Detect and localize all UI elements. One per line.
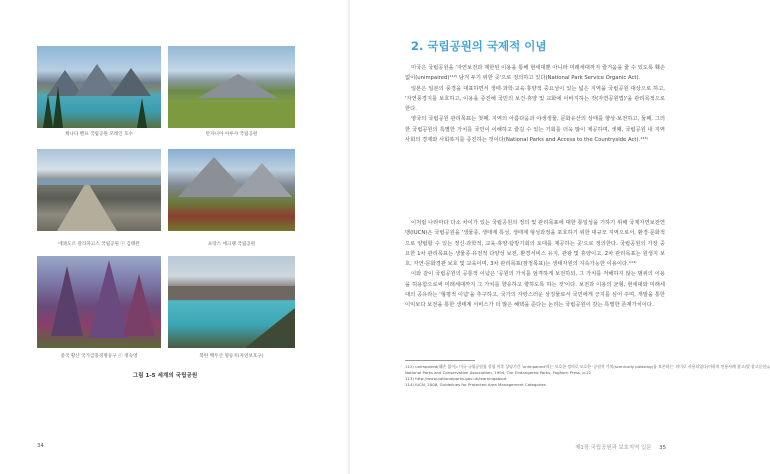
section-title: 2. 국립공원의 국제적 이념	[411, 39, 547, 53]
left-page	[0, 0, 350, 474]
chapter-label: 제1장 국립공원과 보호지역 입문	[575, 445, 652, 451]
photo-ecrins-valley	[168, 149, 295, 231]
footnote: National Parks and Conservation Association, 1994, Our Endangered Parks, Foghorn Press, p.22	[405, 370, 592, 376]
page-number-left: 34	[37, 443, 44, 449]
photo-caption: 북한 백두산 명승지(자연보호구)	[199, 354, 264, 359]
paragraph: 미국은 국립공원을 '자연보전과 제한된 이용을 통해 현세대뿐 아니라 미래세대까지 즐거움을 줄 수 있도록 훼손 없이(unimpaired)¹¹²⁾ 남겨 두기 위한 곳'으로 정의하고 있다(National Park Service Organic Act).	[405, 65, 665, 82]
paragraph: 이와 같이 국립공원의 공통적 이념은 '공원의 가치를 엄격하게 보전하되, 그 가치를 저해하지 않는 범위의 이용을 허용함으로써 미래세대까지 그 가치를 향유하고 향하도록 하는 것'이다. 보전과 이용의 균형, 현세대와 미래세대의 공유라는 '형평적 이념'을 추구하고, 국가의 자랑스러운 상징물로서 국민에게 긍지를 심어 주며, 개발을 통한 이익보다 보전을 통한 생태계 서비스가 더 많은 혜택을 준다는 논리는 국립공원이 갖는 특별한 존재가치이다.	[405, 271, 665, 309]
photo-caption: 에콰도르 갈라파고스 국립공원 ⓒ 김태완	[58, 242, 140, 247]
body-text-top	[405, 63, 665, 145]
photo-arusha-park	[168, 46, 295, 128]
footnote: 113) http://www.nationalparks.gov.uk/learningabout	[405, 376, 507, 382]
photo-baekdu-crater-lake	[168, 256, 295, 348]
figure-caption: 그림 1-5 세계의 국립공원	[132, 373, 198, 379]
photo-caption: 캐나다 밴프 국립공원 모레인 호수	[65, 132, 133, 137]
photo-caption: 프랑스 에크랭 국립공원	[207, 242, 256, 247]
photo-moraine-lake	[37, 46, 161, 128]
paragraph: 이처럼 나라마다 다소 차이가 있는 국립공원의 정의 및 관리목표에 대한 통일성을 기하기 위해 국제자연보전연맹(IUCN)은 국립공원을 '생물종, 생태계 특성, 생태계 형성과정을 포호하기 위한 대규모 지역으로서, 환경·문화적으로 양립할 수 있는 정신·과학적, 교육·휴양·탐방기회의 토대를 제공하는 곳'으로 정의한다. 국립공원의 가장 중요한 1차 관리목표는 생물종·유전적 다양성 보전, 환경서비스 유지, 관광 및 휴양이고, 2차 관리목표는 원생지 보호, 자연·문화경관 보호 및 교육이며, 3차 관리목표(잠정목표)는 생태자원의 지속가능한 이용이다.¹¹⁴⁾	[405, 220, 665, 268]
body-text-bottom	[405, 218, 665, 311]
paragraph: 영국의 국립공원 관리목표는 첫째, 지역의 아름다움과 야생생물, 문화유산의 상태를 향상·보전하고, 둘째, 그러한 국립공원의 특별한 가치를 국민이 이해하고 즐길 수 있는 기회를 더욱 많이 제공하며, 셋째, 국립공원 내 지역사회의 경제와 사회복지를 증진하는 것이다(National Parks and Access to the Countryside Act).¹¹³⁾	[405, 116, 665, 144]
footnotes	[405, 360, 770, 388]
page-footer-right	[575, 443, 666, 451]
footnote-rule	[405, 360, 475, 361]
page-number-right: 35	[659, 445, 666, 451]
photo-huangshan-peaks	[37, 256, 161, 348]
photo-caption: 탄자니아 아루샤 국립공원	[205, 132, 258, 137]
footnote: 114) IUCN, 2008, Guidelines for Protected Area Management Categories	[405, 382, 546, 388]
paragraph: 일본은 일본의 풍경을 대표하면서 생태·과학·교육·휴양적 중요성이 있는 넓은 지역을 국립공원 대상으로 하고, '자연풍경지를 보호하고, 이용을 증진해 국민의 보건·휴양 및 교화에 이바지하는 것(자연공원법)'을 관리목적으로 한다.	[405, 85, 665, 113]
photo-galapagos-path	[37, 149, 161, 231]
photo-caption: 중국 황산 국가급풍경명승구 ⓒ 정숙영	[60, 354, 138, 359]
footnote: 112) unimpaired(훼손 없이): 미국 국립공원청 설립 이후 상당기간 'unimpaired'라는 모호한 정의로 모호한 '공원적 가치(scenically pleasing)를 보존하는' 의미로 사용되었다(이하의 인용사례 참고(별 참고문헌)).	[405, 364, 770, 369]
